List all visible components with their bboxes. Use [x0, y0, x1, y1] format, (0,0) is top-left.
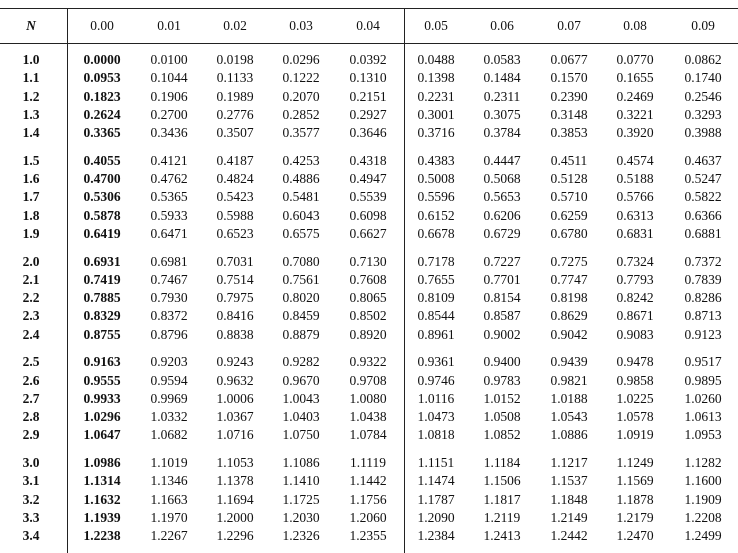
table-cell: 0.1989: [216, 88, 254, 104]
table-cell: 0.8502: [349, 308, 387, 324]
table-cell: 1.0613: [684, 409, 722, 424]
table-cell: 0.9594: [150, 372, 188, 388]
table-cell: 0.3436: [150, 125, 188, 140]
table-cell: 0.5365: [150, 189, 188, 205]
table-cell: 0.6366: [684, 207, 722, 223]
table-cell: 0.8154: [483, 290, 521, 305]
table-cell: 1.2149: [550, 509, 588, 525]
table-cell: 1.2355: [349, 528, 387, 543]
row-label: 1.0: [22, 52, 40, 67]
table-cell: 0.9322: [349, 354, 387, 370]
table-cell: 1.1725: [282, 491, 320, 507]
table-cell: 1.0508: [483, 409, 521, 424]
table-cell: 0.8838: [216, 326, 254, 342]
table-cell: 0.5822: [684, 189, 722, 205]
table-cell: 0.6523: [216, 225, 254, 241]
table-cell: 1.0043: [282, 390, 320, 406]
table-cell: 0.7080: [282, 253, 320, 269]
table-cell: 1.2267: [150, 528, 188, 543]
table-cell: 1.0578: [616, 409, 654, 424]
table-cell: 0.4511: [550, 152, 588, 168]
row-label: 3.2: [22, 491, 40, 507]
table-cell: 0.7561: [282, 271, 320, 287]
table-cell: 0.6206: [483, 207, 521, 223]
table-cell: 0.2624: [83, 106, 121, 122]
table-cell: 0.8755: [83, 326, 121, 342]
table-cell: 0.4253: [282, 152, 320, 168]
table-cell: 0.7178: [417, 253, 455, 269]
row-label: 2.4: [22, 326, 40, 342]
table-cell: 0.5539: [349, 189, 387, 205]
table-cell: 1.0080: [349, 390, 387, 406]
table-cell: 1.1086: [282, 455, 320, 470]
table-cell: 1.2499: [684, 528, 722, 543]
table-cell: 1.1600: [684, 473, 722, 489]
column-header: 0.02: [223, 18, 247, 33]
table-cell: 1.0332: [150, 409, 188, 424]
header-rule: [0, 43, 738, 44]
table-cell: 0.6419: [83, 225, 121, 241]
row-label: 1.8: [22, 207, 40, 223]
table-cell: 0.5247: [684, 171, 722, 186]
table-cell: 0.8459: [282, 308, 320, 324]
row-label: 2.2: [22, 290, 40, 305]
table-cell: 0.6881: [684, 225, 722, 241]
table-cell: 1.1346: [150, 473, 188, 489]
table-cell: 1.1663: [150, 491, 188, 507]
row-label: 2.7: [22, 390, 40, 406]
table-cell: 1.0296: [83, 409, 121, 424]
table-cell: 0.9632: [216, 372, 254, 388]
table-cell: 0.9783: [483, 372, 521, 388]
table-cell: 0.9895: [684, 372, 722, 388]
table-cell: 0.6981: [150, 253, 188, 269]
row-label: 1.3: [22, 106, 40, 122]
table-cell: 0.9400: [483, 354, 521, 370]
table-cell: 0.6259: [550, 207, 588, 223]
table-cell: 0.8020: [282, 290, 320, 305]
table-cell: 0.5306: [83, 189, 121, 205]
table-cell: 0.1740: [684, 70, 722, 86]
table-cell: 0.8629: [550, 308, 588, 324]
table-cell: 0.8920: [349, 326, 387, 342]
table-cell: 1.0260: [684, 390, 722, 406]
table-cell: 1.0473: [417, 409, 455, 424]
table-cell: 1.2000: [216, 509, 254, 525]
table-cell: 0.8242: [616, 290, 654, 305]
table-cell: 0.9002: [483, 326, 521, 342]
table-cell: 0.8329: [83, 308, 121, 324]
table-cell: 0.8372: [150, 308, 188, 324]
table-cell: 0.2700: [150, 106, 188, 122]
table-cell: 1.2208: [684, 509, 722, 525]
row-label: 1.2: [22, 88, 40, 104]
table-cell: 0.3853: [550, 125, 588, 140]
row-label: 2.8: [22, 409, 40, 424]
table-cell: 0.2231: [417, 88, 455, 104]
table-cell: 1.1756: [349, 491, 387, 507]
table-cell: 0.6152: [417, 207, 455, 223]
table-cell: 1.0543: [550, 409, 588, 424]
table-cell: 0.1222: [282, 70, 320, 86]
table-cell: 0.5653: [483, 189, 521, 205]
table-cell: 1.1970: [150, 509, 188, 525]
table-cell: 0.2311: [483, 88, 521, 104]
table-cell: 0.0677: [550, 52, 588, 67]
column-header: 0.00: [90, 18, 114, 33]
table-cell: 1.0886: [550, 427, 588, 443]
table-cell: 0.4187: [216, 152, 254, 168]
row-label: 2.5: [22, 354, 40, 370]
table-cell: 1.2413: [483, 528, 521, 543]
table-cell: 0.7655: [417, 271, 455, 287]
table-cell: 1.0438: [349, 409, 387, 424]
table-cell: 0.8286: [684, 290, 722, 305]
table-cell: 0.0100: [150, 52, 188, 67]
table-cell: 0.7747: [550, 271, 588, 287]
table-cell: 0.9083: [616, 326, 654, 342]
table-cell: 0.5423: [216, 189, 254, 205]
table-cell: 1.0116: [417, 390, 455, 406]
table-cell: 0.1398: [417, 70, 455, 86]
table-cell: 0.7372: [684, 253, 722, 269]
table-cell: 0.6729: [483, 225, 521, 241]
table-cell: 1.2470: [616, 528, 654, 543]
table-cell: 0.9746: [417, 372, 455, 388]
table-cell: 0.4637: [684, 152, 722, 168]
table-cell: 1.0919: [616, 427, 654, 443]
table-cell: 1.1694: [216, 491, 254, 507]
table-cell: 0.2070: [282, 88, 320, 104]
column-header: 0.08: [623, 18, 647, 33]
table-cell: 0.3365: [83, 125, 121, 140]
table-cell: 0.4447: [483, 152, 521, 168]
table-cell: 1.0716: [216, 427, 254, 443]
table-cell: 0.1906: [150, 88, 188, 104]
table-cell: 0.9361: [417, 354, 455, 370]
table-cell: 1.0225: [616, 390, 654, 406]
table-cell: 1.1442: [349, 473, 387, 489]
row-label: 2.0: [22, 253, 40, 269]
table-cell: 1.0852: [483, 427, 521, 443]
table-cell: 0.7227: [483, 253, 521, 269]
table-cell: 0.6931: [83, 253, 121, 269]
table-cell: 0.2390: [550, 88, 588, 104]
table-cell: 0.4824: [216, 171, 254, 186]
table-cell: 1.0784: [349, 427, 387, 443]
table-cell: 0.4947: [349, 171, 387, 186]
table-cell: 1.2119: [483, 509, 521, 525]
row-label: 1.5: [22, 152, 40, 168]
table-cell: 0.7514: [216, 271, 254, 287]
table-cell: 0.5068: [483, 171, 521, 186]
table-cell: 0.3001: [417, 106, 455, 122]
table-cell: 0.9478: [616, 354, 654, 370]
table-cell: 1.1506: [483, 473, 521, 489]
table-cell: 0.3920: [616, 125, 654, 140]
table-cell: 0.3221: [616, 106, 654, 122]
table-cell: 0.0000: [83, 52, 121, 67]
table-cell: 1.1848: [550, 491, 588, 507]
table-cell: 0.1044: [150, 70, 188, 86]
table-cell: 0.5481: [282, 189, 320, 205]
table-cell: 1.0188: [550, 390, 588, 406]
table-cell: 1.1787: [417, 491, 455, 507]
table-cell: 1.1378: [216, 473, 254, 489]
table-cell: 0.6678: [417, 225, 455, 241]
table-cell: 1.0006: [216, 390, 254, 406]
table-cell: 0.5128: [550, 171, 588, 186]
row-label: 1.4: [22, 125, 40, 140]
column-header: 0.05: [424, 18, 448, 33]
table-cell: 0.7839: [684, 271, 722, 287]
table-cell: 1.0953: [684, 427, 722, 443]
table-cell: 0.3577: [282, 125, 320, 140]
table-cell: 0.2852: [282, 106, 320, 122]
table-cell: 1.1632: [83, 491, 121, 507]
table-cell: 0.0862: [684, 52, 722, 67]
table-cell: 0.8587: [483, 308, 521, 324]
table-cell: 0.7793: [616, 271, 654, 287]
table-cell: 0.6780: [550, 225, 588, 241]
table-cell: 0.1484: [483, 70, 521, 86]
table-cell: 0.0488: [417, 52, 455, 67]
row-label: 3.4: [22, 528, 40, 543]
table-cell: 0.5188: [616, 171, 654, 186]
table-cell: 1.0682: [150, 427, 188, 443]
table-cell: 0.4700: [83, 171, 121, 186]
table-cell: 0.5878: [83, 207, 121, 223]
table-cell: 1.0367: [216, 409, 254, 424]
table-cell: 0.3784: [483, 125, 521, 140]
top-rule: [0, 8, 738, 9]
table-cell: 0.0296: [282, 52, 320, 67]
table-cell: 0.8544: [417, 308, 455, 324]
table-cell: 1.1474: [417, 473, 455, 489]
row-label: 1.7: [22, 189, 40, 205]
table-cell: 1.0818: [417, 427, 455, 443]
table-cell: 0.4886: [282, 171, 320, 186]
table-cell: 1.1410: [282, 473, 320, 489]
n-column-header: N: [26, 18, 36, 33]
row-label: 2.1: [22, 271, 40, 287]
table-cell: 0.2469: [616, 88, 654, 104]
table-cell: 0.9123: [684, 326, 722, 342]
row-label: 2.6: [22, 372, 40, 388]
table-cell: 0.9670: [282, 372, 320, 388]
table-cell: 1.1249: [616, 455, 654, 470]
table-cell: 0.7419: [83, 271, 121, 287]
table-cell: 1.1217: [550, 455, 588, 470]
table-cell: 1.1119: [349, 455, 387, 470]
table-cell: 0.9933: [83, 390, 121, 406]
table-cell: 0.7324: [616, 253, 654, 269]
table-cell: 0.5766: [616, 189, 654, 205]
table-cell: 1.1151: [417, 455, 455, 470]
column-header: 0.06: [490, 18, 514, 33]
table-cell: 0.6043: [282, 207, 320, 223]
table-cell: 1.1878: [616, 491, 654, 507]
table-cell: 0.5710: [550, 189, 588, 205]
table-cell: 1.1939: [83, 509, 121, 525]
table-cell: 1.0152: [483, 390, 521, 406]
table-cell: 0.3716: [417, 125, 455, 140]
table-cell: 1.0403: [282, 409, 320, 424]
table-cell: 0.8109: [417, 290, 455, 305]
table-cell: 0.9555: [83, 372, 121, 388]
table-cell: 1.1184: [483, 455, 521, 470]
row-label: 3.1: [22, 473, 40, 489]
column-header: 0.01: [157, 18, 181, 33]
table-cell: 0.7031: [216, 253, 254, 269]
table-cell: 1.2442: [550, 528, 588, 543]
table-cell: 0.9969: [150, 390, 188, 406]
table-cell: 0.6831: [616, 225, 654, 241]
table-cell: 0.2776: [216, 106, 254, 122]
table-cell: 0.8713: [684, 308, 722, 324]
table-cell: 1.2384: [417, 528, 455, 543]
table-cell: 0.6098: [349, 207, 387, 223]
table-cell: 0.0770: [616, 52, 654, 67]
table-cell: 0.7975: [216, 290, 254, 305]
table-cell: 0.2151: [349, 88, 387, 104]
table-cell: 0.7701: [483, 271, 521, 287]
table-cell: 1.0647: [83, 427, 121, 443]
table-cell: 0.6627: [349, 225, 387, 241]
table-cell: 0.1823: [83, 88, 121, 104]
row-label: 1.9: [22, 225, 40, 241]
table-cell: 0.4383: [417, 152, 455, 168]
table-cell: 1.2060: [349, 509, 387, 525]
table-cell: 1.2296: [216, 528, 254, 543]
table-cell: 0.5008: [417, 171, 455, 186]
table-cell: 0.7467: [150, 271, 188, 287]
table-cell: 0.8198: [550, 290, 588, 305]
table-cell: 0.9439: [550, 354, 588, 370]
table-cell: 0.9858: [616, 372, 654, 388]
table-cell: 1.1053: [216, 455, 254, 470]
table-cell: 1.1314: [83, 473, 121, 489]
table-cell: 0.0953: [83, 70, 121, 86]
table-cell: 1.1569: [616, 473, 654, 489]
table-cell: 0.3148: [550, 106, 588, 122]
table-cell: 0.9243: [216, 354, 254, 370]
table-cell: 0.4318: [349, 152, 387, 168]
table-cell: 0.4762: [150, 171, 188, 186]
table-cell: 0.6313: [616, 207, 654, 223]
table-cell: 0.5933: [150, 207, 188, 223]
table-cell: 0.0392: [349, 52, 387, 67]
table-cell: 0.8416: [216, 308, 254, 324]
table-cell: 0.9821: [550, 372, 588, 388]
table-cell: 0.0198: [216, 52, 254, 67]
table-cell: 0.7930: [150, 290, 188, 305]
table-cell: 0.7885: [83, 290, 121, 305]
row-label: 2.3: [22, 308, 40, 324]
row-label: 3.0: [22, 455, 40, 470]
table-cell: 1.2030: [282, 509, 320, 525]
table-cell: 1.2090: [417, 509, 455, 525]
table-cell: 0.9517: [684, 354, 722, 370]
table-cell: 1.2326: [282, 528, 320, 543]
table-cell: 0.9282: [282, 354, 320, 370]
table-cell: 0.2546: [684, 88, 722, 104]
table-cell: 0.8961: [417, 326, 455, 342]
table-cell: 1.1282: [684, 455, 722, 470]
table-cell: 0.6575: [282, 225, 320, 241]
table-cell: 1.1909: [684, 491, 722, 507]
table-cell: 1.0750: [282, 427, 320, 443]
table-cell: 1.2179: [616, 509, 654, 525]
table-cell: 0.3075: [483, 106, 521, 122]
table-cell: 0.8065: [349, 290, 387, 305]
column-header: 0.04: [356, 18, 380, 33]
table-cell: 0.3988: [684, 125, 722, 140]
table-cell: 0.1570: [550, 70, 588, 86]
table-cell: 0.1655: [616, 70, 654, 86]
table-cell: 1.2238: [83, 528, 121, 543]
table-cell: 1.1019: [150, 455, 188, 470]
column-header: 0.03: [289, 18, 313, 33]
table-cell: 0.7130: [349, 253, 387, 269]
table-cell: 0.4055: [83, 152, 121, 168]
table-cell: 1.1817: [483, 491, 521, 507]
table-cell: 0.8671: [616, 308, 654, 324]
table-cell: 0.3507: [216, 125, 254, 140]
table-cell: 0.1133: [216, 70, 254, 86]
table-cell: 0.7275: [550, 253, 588, 269]
table-cell: 0.9708: [349, 372, 387, 388]
column-header: 0.07: [557, 18, 581, 33]
row-label: 3.3: [22, 509, 40, 525]
table-cell: 0.4574: [616, 152, 654, 168]
table-cell: 0.5596: [417, 189, 455, 205]
table-cell: 1.0986: [83, 455, 121, 470]
table-cell: 0.5988: [216, 207, 254, 223]
table-cell: 0.9042: [550, 326, 588, 342]
table-cell: 0.9163: [83, 354, 121, 370]
row-label: 2.9: [22, 427, 40, 443]
table-cell: 0.3293: [684, 106, 722, 122]
table-cell: 0.9203: [150, 354, 188, 370]
row-label: 1.6: [22, 171, 40, 186]
row-label: 1.1: [22, 70, 40, 86]
table-cell: 0.1310: [349, 70, 387, 86]
table-cell: 0.7608: [349, 271, 387, 287]
column-header: 0.09: [691, 18, 715, 33]
table-cell: 0.2927: [349, 106, 387, 122]
table-cell: 1.1537: [550, 473, 588, 489]
table-cell: 0.0583: [483, 52, 521, 67]
table-cell: 0.8879: [282, 326, 320, 342]
table-cell: 0.3646: [349, 125, 387, 140]
table-cell: 0.4121: [150, 152, 188, 168]
table-cell: 0.8796: [150, 326, 188, 342]
table-cell: 0.6471: [150, 225, 188, 241]
